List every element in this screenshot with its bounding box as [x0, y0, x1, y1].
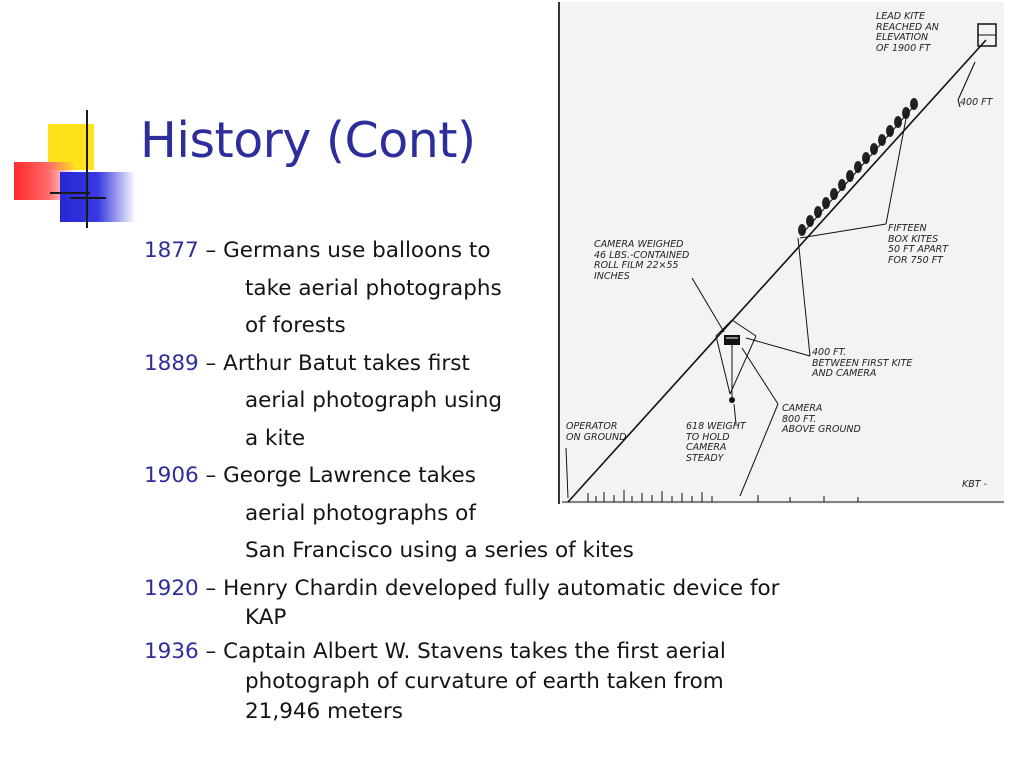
entry-continuation: 21,946 meters — [245, 699, 403, 724]
history-entry — [144, 637, 904, 727]
entry-year: 1920 — [144, 575, 199, 601]
history-entry — [144, 570, 904, 630]
entry-text: – George Lawrence takes — [198, 463, 476, 488]
label-camera-weight: CAMERA WEIGHED 46 LBS.-CONTAINED ROLL FILM 22×55 INCHES — [594, 239, 690, 282]
entry-year: 1889 — [144, 350, 199, 376]
label-lead-kite: LEAD KITE REACHED AN ELEVATION OF 1900 FT — [876, 11, 939, 54]
decor-vertical-line — [86, 110, 88, 228]
label-operator: OPERATOR ON GROUND — [566, 421, 627, 443]
camera-icon — [724, 335, 740, 345]
pointer-line — [740, 404, 778, 496]
pointer-line — [798, 238, 810, 356]
decor-horizontal-line — [50, 192, 90, 194]
pointer-line — [746, 338, 810, 356]
entry-year: 1877 — [144, 238, 199, 263]
kite-aerial-photo-diagram — [558, 2, 1004, 504]
weight-icon — [729, 397, 735, 403]
label-signature: KBT - — [962, 479, 987, 490]
entry-year: 1906 — [144, 463, 199, 488]
entry-continuation: take aerial photographs — [245, 275, 502, 301]
pointer-line — [692, 278, 724, 332]
entry-continuation: of forests — [245, 313, 346, 338]
label-fifteen-kites: FIFTEEN BOX KITES 50 FT APART FOR 750 FT — [888, 223, 949, 266]
rigging-line — [732, 320, 756, 336]
pointer-line — [742, 348, 778, 404]
pointer-line — [566, 448, 568, 498]
slide-title: History (Cont) — [140, 112, 476, 169]
entry-year: 1936 — [144, 639, 199, 664]
entry-continuation: photograph of curvature of earth taken from — [245, 669, 724, 694]
kite-chain-line — [802, 106, 914, 234]
label-top-spacing: 400 FT — [960, 97, 993, 108]
entry-text: – Captain Albert W. Stavens takes the first aerial — [198, 639, 726, 664]
entry-text: – Arthur Batut takes first — [198, 350, 470, 376]
entry-continuation: San Francisco using a series of kites — [245, 538, 634, 563]
entry-continuation: aerial photograph using — [245, 388, 503, 413]
entry-continuation: KAP — [245, 605, 287, 630]
ground-strip — [562, 490, 1004, 502]
entry-continuation: a kite — [245, 425, 306, 451]
entry-text: – Henry Chardin developed fully automatic device for — [198, 575, 780, 601]
label-steady-weight: 618 WEIGHT TO HOLD CAMERA STEADY — [686, 421, 746, 464]
entry-text: – Germans use balloons to — [198, 238, 491, 263]
lead-kite-icon — [978, 24, 996, 46]
label-between-first-kite: 400 FT. BETWEEN FIRST KITE AND CAMERA — [812, 347, 913, 379]
decor-horizontal-line-2 — [70, 197, 106, 199]
entry-continuation: aerial photographs of — [245, 500, 476, 526]
box-kites — [798, 98, 918, 236]
label-camera-height: CAMERA 800 FT. ABOVE GROUND — [782, 403, 861, 435]
